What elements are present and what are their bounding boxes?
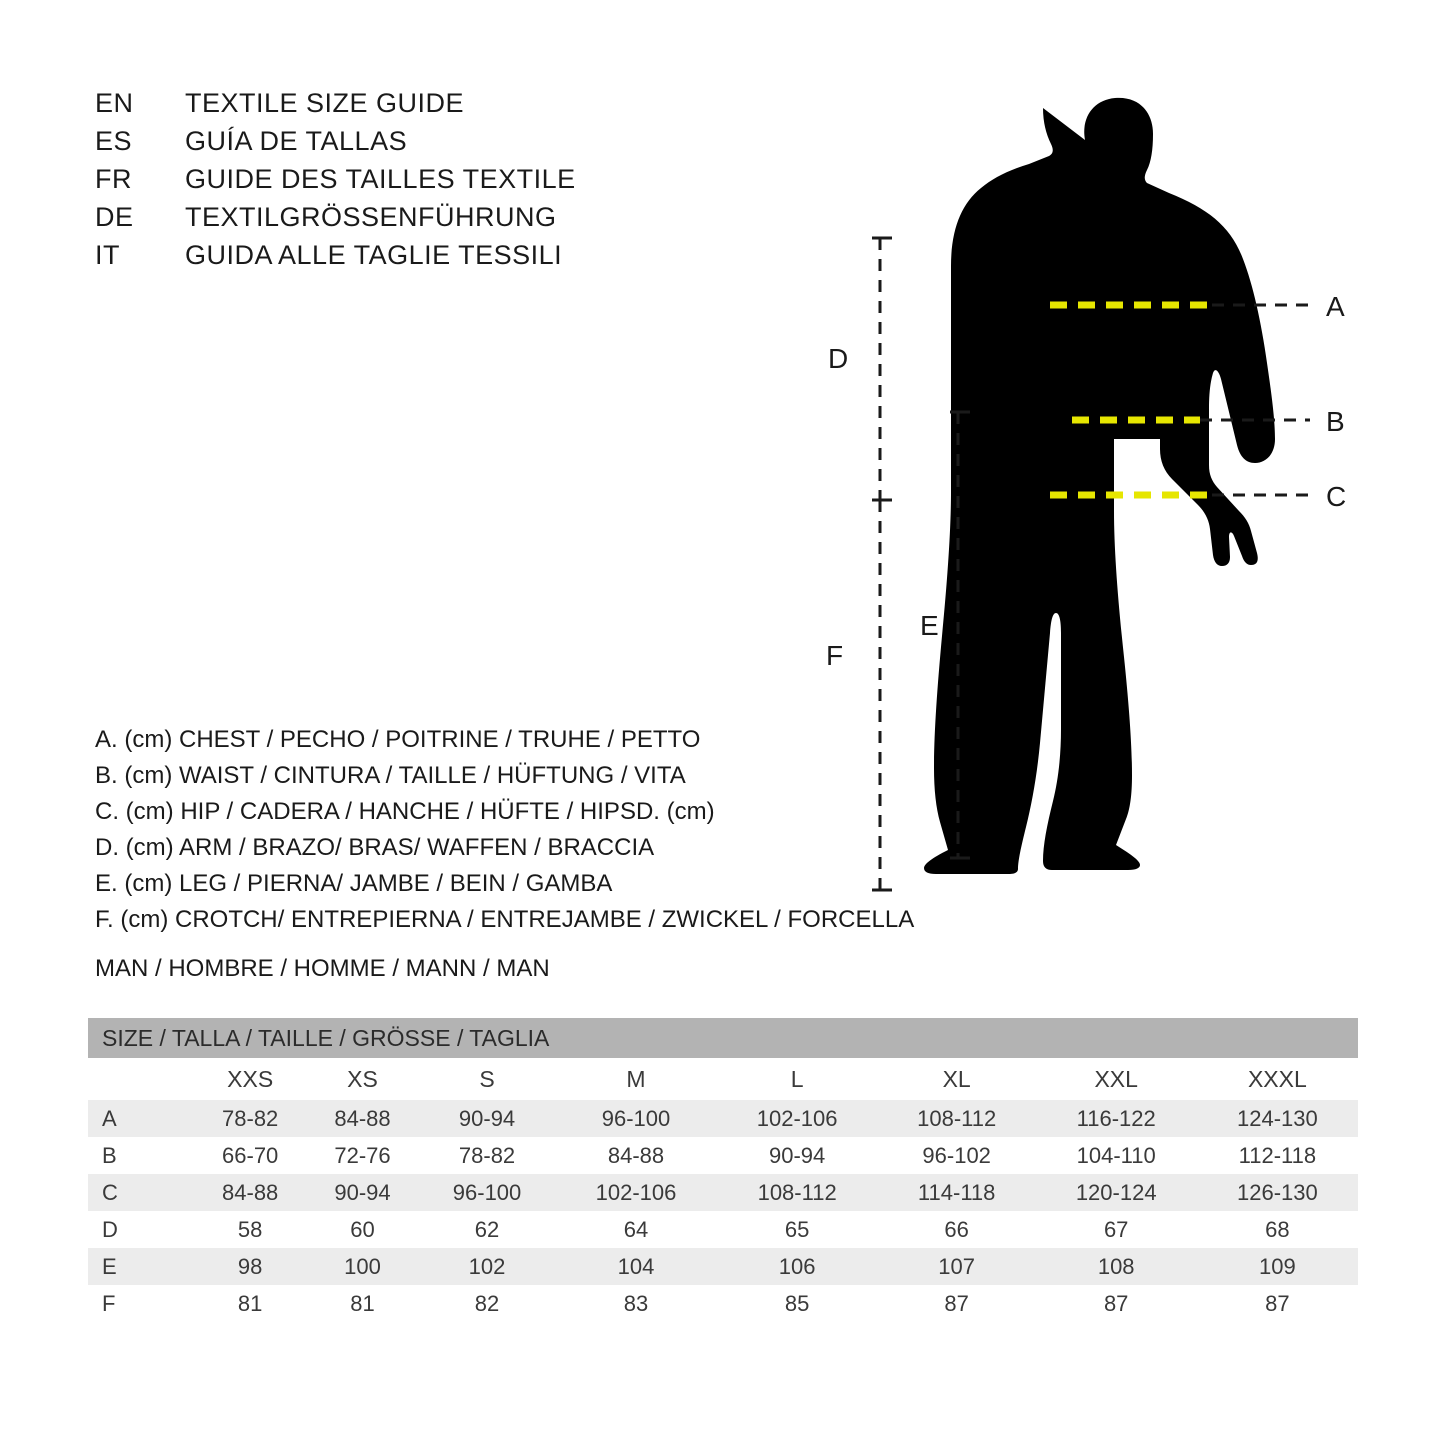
cell-a-xl: 108-112 [878,1100,1036,1137]
cell-b-xl: 96-102 [878,1137,1036,1174]
cell-f-l: 85 [717,1285,878,1322]
title-text-de: TEXTILGRÖSSENFÜHRUNG [185,202,557,232]
cell-f-s: 82 [419,1285,556,1322]
table-row [88,1248,1358,1285]
cell-f-xxl: 87 [1036,1285,1197,1322]
size-table [88,1018,1358,1322]
row-label-d: D [88,1211,194,1248]
cell-f-m: 83 [555,1285,716,1322]
cell-b-xxl: 104-110 [1036,1137,1197,1174]
cell-a-xs: 84-88 [306,1100,418,1137]
cell-a-s: 90-94 [419,1100,556,1137]
cell-b-s: 78-82 [419,1137,556,1174]
table-row [88,1285,1358,1322]
cell-a-m: 96-100 [555,1100,716,1137]
cell-f-xs: 81 [306,1285,418,1322]
marker-label-e: E [920,610,939,641]
cell-d-xs: 60 [306,1211,418,1248]
title-lang-fr: FR [95,164,132,194]
marker-label-c: C [1326,481,1347,512]
cell-f-xl: 87 [878,1285,1036,1322]
title-lang-de: DE [95,202,134,232]
legend-item-b: B. (cm) WAIST / CINTURA / TAILLE / HÜFTUNG / VITA [95,762,686,789]
title-row [95,126,735,164]
title-row [95,88,735,126]
legend-block [95,722,915,938]
size-header-m: M [555,1058,716,1100]
cell-e-s: 102 [419,1248,556,1285]
arm-bracket [872,238,892,500]
cell-c-s: 96-100 [419,1174,556,1211]
legend-item-d: D. (cm) ARM / BRAZO/ BRAS/ WAFFEN / BRACCIA [95,834,655,861]
legend-item-a: A. (cm) CHEST / PECHO / POITRINE / TRUHE / PETTO [95,726,701,753]
legend-item-f: F. (cm) CROTCH/ ENTREPIERNA / ENTREJAMBE / ZWICKEL / FORCELLA [95,906,915,933]
title-text-en: TEXTILE SIZE GUIDE [185,88,465,118]
cell-e-xxxl: 109 [1197,1248,1358,1285]
table-row [88,1211,1358,1248]
cell-a-xxxl: 124-130 [1197,1100,1358,1137]
table-header-bar-label: SIZE / TALLA / TAILLE / GRÖSSE / TAGLIA [88,1018,1358,1058]
cell-d-s: 62 [419,1211,556,1248]
row-label-a: A [88,1100,194,1137]
man-silhouette [924,98,1275,874]
cell-c-xxxl: 126-130 [1197,1174,1358,1211]
title-lang-en: EN [95,88,134,118]
cell-b-xxs: 66-70 [194,1137,306,1174]
marker-label-f: F [826,640,844,671]
title-text-fr: GUIDE DES TAILLES TEXTILE [185,164,576,194]
title-text-it: GUIDA ALLE TAGLIE TESSILI [185,240,563,270]
title-row [95,164,735,202]
marker-label-a: A [1326,291,1345,322]
cell-d-l: 65 [717,1211,878,1248]
title-lang-es: ES [95,126,133,156]
title-row [95,240,735,278]
corner-cell [88,1058,194,1100]
title-row [95,202,735,240]
cell-c-xl: 114-118 [878,1174,1036,1211]
title-block [95,88,735,278]
cell-e-xxl: 108 [1036,1248,1197,1285]
cell-d-xl: 66 [878,1211,1036,1248]
cell-b-m: 84-88 [555,1137,716,1174]
cell-c-m: 102-106 [555,1174,716,1211]
cell-c-l: 108-112 [717,1174,878,1211]
title-text-es: GUÍA DE TALLAS [185,126,408,156]
cell-e-xl: 107 [878,1248,1036,1285]
title-lang-it: IT [95,240,120,270]
marker-label-d: D [828,343,849,374]
legend-item-e: E. (cm) LEG / PIERNA/ JAMBE / BEIN / GAMBA [95,870,613,897]
gender-label: MAN / HOMBRE / HOMME / MANN / MAN [95,955,550,982]
cell-b-xs: 72-76 [306,1137,418,1174]
legend-item-c: C. (cm) HIP / CADERA / HANCHE / HÜFTE / HIPSD. (cm) [95,798,715,825]
size-header-xxl: XXL [1036,1058,1197,1100]
size-header-xl: XL [878,1058,1036,1100]
size-header-l: L [717,1058,878,1100]
cell-a-xxl: 116-122 [1036,1100,1197,1137]
table-row [88,1100,1358,1137]
cell-e-m: 104 [555,1248,716,1285]
row-label-f: F [88,1285,194,1322]
cell-d-xxs: 58 [194,1211,306,1248]
cell-f-xxxl: 87 [1197,1285,1358,1322]
table-header-bar [88,1018,1358,1058]
cell-c-xxs: 84-88 [194,1174,306,1211]
cell-b-l: 90-94 [717,1137,878,1174]
cell-a-xxs: 78-82 [194,1100,306,1137]
cell-d-xxxl: 68 [1197,1211,1358,1248]
cell-c-xs: 90-94 [306,1174,418,1211]
cell-b-xxxl: 112-118 [1197,1137,1358,1174]
size-header-xxs: XXS [194,1058,306,1100]
table-size-header-row [88,1058,1358,1100]
cell-a-l: 102-106 [717,1100,878,1137]
size-header-s: S [419,1058,556,1100]
cell-e-xs: 100 [306,1248,418,1285]
cell-c-xxl: 120-124 [1036,1174,1197,1211]
size-header-xxxl: XXXL [1197,1058,1358,1100]
row-label-e: E [88,1248,194,1285]
row-label-b: B [88,1137,194,1174]
table-row [88,1137,1358,1174]
size-header-xs: XS [306,1058,418,1100]
cell-d-xxl: 67 [1036,1211,1197,1248]
cell-e-xxs: 98 [194,1248,306,1285]
cell-d-m: 64 [555,1211,716,1248]
cell-e-l: 106 [717,1248,878,1285]
cell-f-xxs: 81 [194,1285,306,1322]
marker-label-b: B [1326,406,1345,437]
table-row [88,1174,1358,1211]
row-label-c: C [88,1174,194,1211]
